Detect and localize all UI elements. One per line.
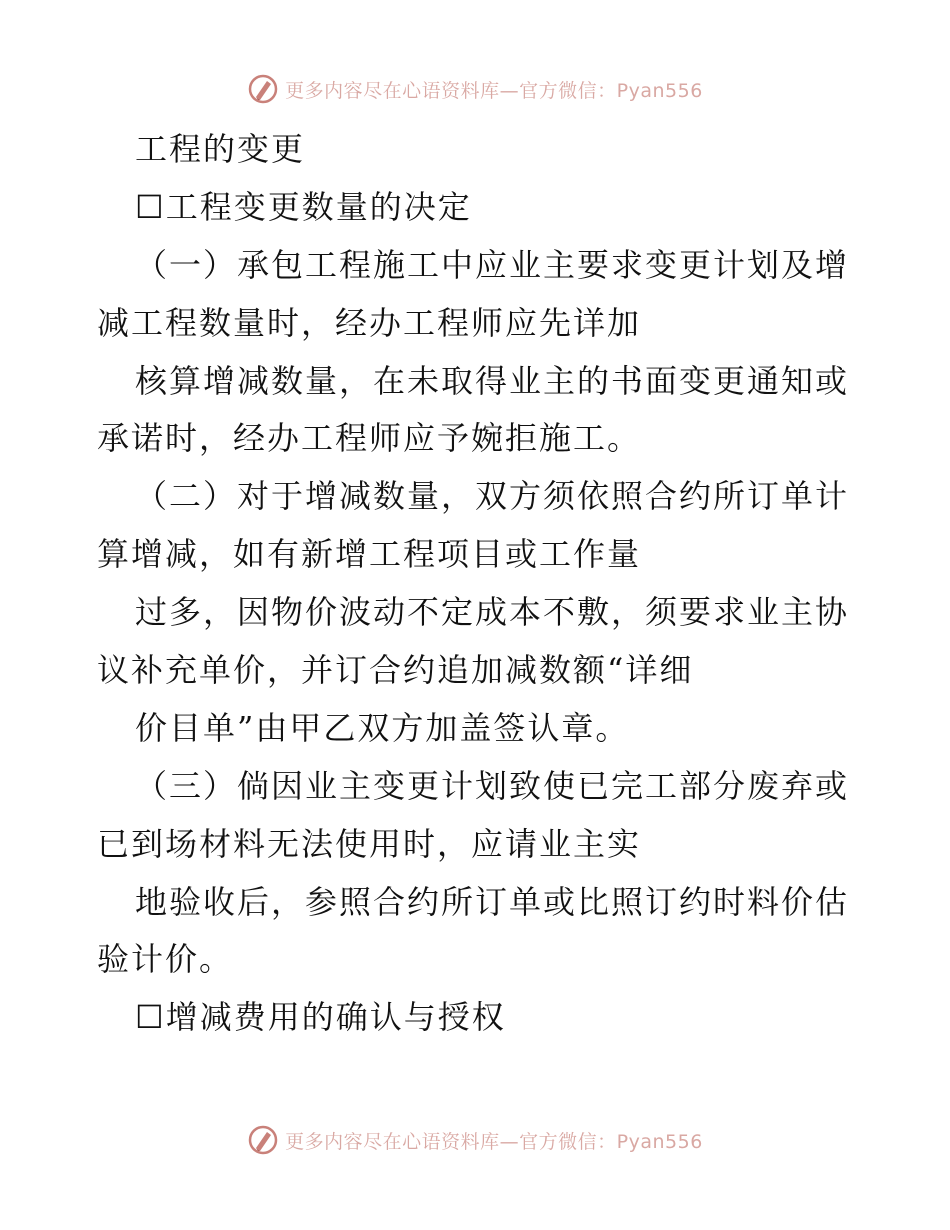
text-line: 工程的变更 bbox=[135, 130, 306, 168]
footer-watermark bbox=[0, 1123, 950, 1157]
text-line: 算增减，如有新增工程项目或工作量 bbox=[97, 535, 642, 574]
text-line: 已到场材料无法使用时，应请业主实 bbox=[97, 824, 642, 863]
pen-logo-icon bbox=[247, 1124, 279, 1156]
text-line: 验计价。 bbox=[97, 940, 234, 979]
text-line: （三）倘因业主变更计划致使已完工部分废弃或 bbox=[135, 766, 850, 805]
text-line: 核算增减数量，在未取得业主的书面变更通知或 bbox=[135, 361, 850, 400]
text-line: 承诺时，经办工程师应予婉拒施工。 bbox=[97, 419, 642, 458]
pen-logo-icon bbox=[247, 73, 279, 105]
text-line: 减工程数量时，经办工程师应先详加 bbox=[97, 303, 642, 342]
text-line: 价目单”由甲乙双方加盖签认章。 bbox=[135, 708, 630, 747]
text-line: 地验收后，参照合约所订单或比照订约时料价估 bbox=[135, 882, 850, 921]
watermark-text: 更多内容尽在心语资料库—官方微信：Pyan556 bbox=[285, 1130, 703, 1153]
text-line: ☐增减费用的确认与授权 bbox=[135, 998, 506, 1037]
text-line: （一）承包工程施工中应业主要求变更计划及增 bbox=[135, 245, 850, 284]
text-line: 过多，因物价波动不定成本不敷，须要求业主协 bbox=[135, 593, 850, 632]
watermark-text: 更多内容尽在心语资料库—官方微信：Pyan556 bbox=[285, 79, 703, 102]
text-line: 议补充单价，并订合约追加减数额“详细 bbox=[97, 651, 694, 690]
text-line: ☐工程变更数量的决定 bbox=[135, 187, 472, 226]
header-watermark bbox=[0, 72, 950, 106]
text-line: （二）对于增减数量，双方须依照合约所订单计 bbox=[135, 477, 850, 516]
document-body bbox=[97, 121, 857, 1047]
